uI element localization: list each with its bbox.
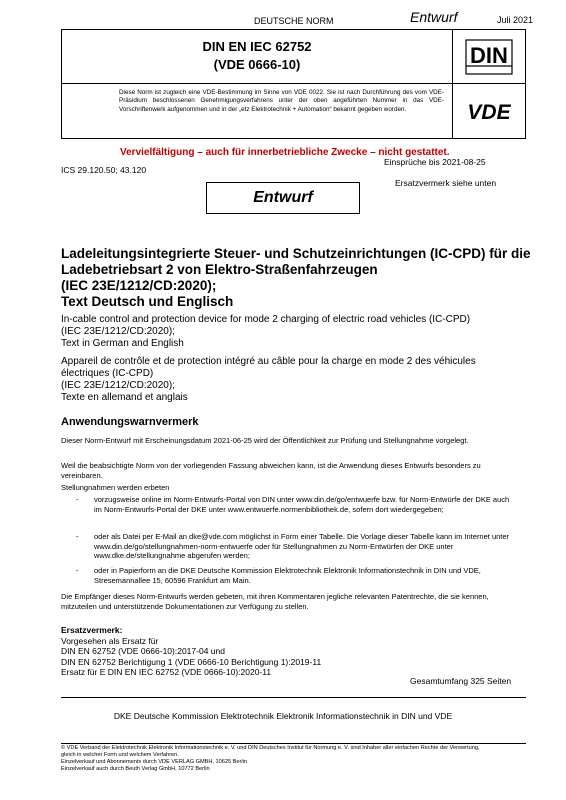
objection-deadline: Einsprüche bis 2021-08-25 — [384, 157, 486, 167]
title-line: (IEC 23E/1212/CD:2020); — [61, 278, 217, 293]
title-line: Texte en allemand et anglais — [61, 392, 188, 403]
dke-commission: DKE Deutsche Kommission Elektrotechnik Elektronik Informationstechnik in DIN und VDE — [113, 711, 453, 721]
issue-date: Juli 2021 — [497, 15, 534, 25]
draft-label: Entwurf — [410, 9, 458, 25]
title-line: Appareil de contrôle et de protection intégré au câble pour la charge en mode 2 des véhicules — [61, 356, 476, 367]
title-french — [61, 356, 531, 404]
replacement-line: Ersatz für E DIN EN IEC 62752 (VDE 0666-10):2020-11 — [61, 667, 272, 677]
din-logo-icon — [465, 39, 513, 75]
standard-number-block — [62, 38, 452, 74]
replacement-note: Ersatzvermerk siehe unten — [395, 178, 497, 188]
title-english — [61, 314, 531, 350]
copyright-line: © VDE Verband der Elektrotechnik Elektronik Informationstechnik e. V. und DIN Deutsches Institut für Normung e. V. sind Inhaber aller einfachen Rechte der Verwertung, — [61, 745, 480, 751]
title-line: (IEC 23E/1212/CD:2020); — [61, 380, 175, 391]
copyright-line: Einzelverkauf auch durch Beuth Verlag GmbH, 10772 Berlin — [61, 766, 210, 772]
list-item-text: oder als Datei per E-Mail an dke@vde.com möglichst in Form einer Tabelle. Die Vorlage dieser Tabelle kann im Internet unter www.din.de/go/stellungnahmen-norm-entwuerfe oder für Stellungnahmen zu Norm-Entwürfen der DKE unter www.dke.de/stellungnahme abgerufen werden; — [94, 532, 510, 560]
vde-logo-icon — [459, 100, 519, 122]
warning-paragraph: Stellungnahmen werden erbeten — [61, 483, 170, 492]
title-line: électriques (IC-CPD) — [61, 368, 154, 379]
title-german — [61, 246, 531, 310]
warning-heading: Anwendungswarnvermerk — [61, 416, 199, 428]
list-dash: - — [76, 566, 79, 575]
title-line: Ladebetriebsart 2 von Elektro-Straßenfahrzeugen — [61, 262, 378, 277]
copyright-line: gleich in welcher Form und welchem Verfahren. — [61, 752, 179, 758]
list-dash: - — [76, 495, 79, 504]
replacement-line: DIN EN 62752 Berichtigung 1 (VDE 0666-10 Berichtigung 1):2019-11 — [61, 656, 322, 667]
vde-logo — [453, 84, 525, 138]
replacement-line: DIN EN 62752 (VDE 0666-10):2017-04 und — [61, 646, 225, 656]
total-pages: Gesamtumfang 325 Seiten — [410, 676, 512, 686]
norm-type-label: DEUTSCHE NORM — [254, 16, 334, 26]
standard-number: DIN EN IEC 62752 — [202, 39, 312, 54]
warning-paragraph: Weil die beabsichtigte Norm von der vorliegenden Fassung abweichen kann, ist die Anwendung dieses Entwurfs besonders zu vereinbaren. — [61, 461, 481, 480]
title-frame — [61, 29, 526, 139]
title-line: Text in German and English — [61, 338, 184, 349]
din-logo-text: DIN — [470, 42, 508, 68]
title-line: (IEC 23E/1212/CD:2020); — [61, 326, 175, 337]
title-line: Text Deutsch und Englisch — [61, 294, 234, 309]
vde-logo-text: VDE — [467, 101, 511, 122]
footer-rule — [61, 697, 526, 698]
copyright-block — [61, 745, 541, 773]
replacement-heading: Ersatzvermerk: — [61, 625, 123, 635]
replacement-block — [61, 625, 321, 678]
din-logo — [453, 30, 525, 83]
replacement-line: Vorgesehen als Ersatz für — [61, 635, 159, 646]
warning-paragraph: Dieser Norm-Entwurf mit Erscheinungsdatum 2021-06-25 wird der Öffentlichkeit zur Prüfung und Stellungnahme vorgelegt. — [61, 436, 469, 445]
list-item-text: oder in Papierform an die DKE Deutsche Kommission Elektrotechnik Elektronik Informationstechnik in DIN und VDE, Stresemannallee 15, 60596 Frankfurt am Main. — [94, 566, 481, 585]
warning-paragraph: Die Empfänger dieses Norm-Entwurfs werden gebeten, mit ihren Kommentaren jegliche relevanten Patentrechte, die sie kennen, mitzuteilen und unterstützende Dokumentationen zur Verfügung zu stellen. — [61, 592, 489, 611]
reproduction-notice: Vervielfältigung – auch für innerbetriebliche Zwecke – nicht gestattet. — [120, 147, 450, 158]
list-item-text: vorzugsweise online im Norm-Entwurfs-Portal von DIN unter www.din.de/go/entwuerfe bzw. für Norm-Entwürfe der DKE auch im Norm-Entwurfs-Portal der DKE unter www.entwuerfe.normenbibliothek.de, sofern dort wiedergegeben; — [94, 495, 510, 514]
vde-notice: Diese Norm ist zugleich eine VDE-Bestimmung im Sinne von VDE 0022. Sie ist nach Durchführung des vom VDE-Präsidium beschlossenen Genehmigungsverfahrens unter der oben angeführten Nummer in das VDE-Vorschriftenwerk aufgenommen und in der „etz Elektrotechnik + Automation“ bekannt gegeben worden. — [119, 89, 444, 113]
title-line: Ladeleitungsintegrierte Steuer- und Schutzeinrichtungen (IC-CPD) für die — [61, 246, 531, 261]
title-line: In-cable control and protection device for mode 2 charging of electric road vehicles (IC-CPD) — [61, 314, 471, 325]
list-dash: - — [76, 532, 79, 541]
ics-code: ICS 29.120.50; 43.120 — [61, 165, 147, 175]
copyright-line: Einzelverkauf und Abonnements durch VDE VERLAG GMBH, 10625 Berlin — [61, 759, 247, 765]
vde-number: (VDE 0666-10) — [213, 57, 301, 72]
draft-box: Entwurf — [206, 182, 360, 214]
footer-rule — [61, 743, 526, 744]
